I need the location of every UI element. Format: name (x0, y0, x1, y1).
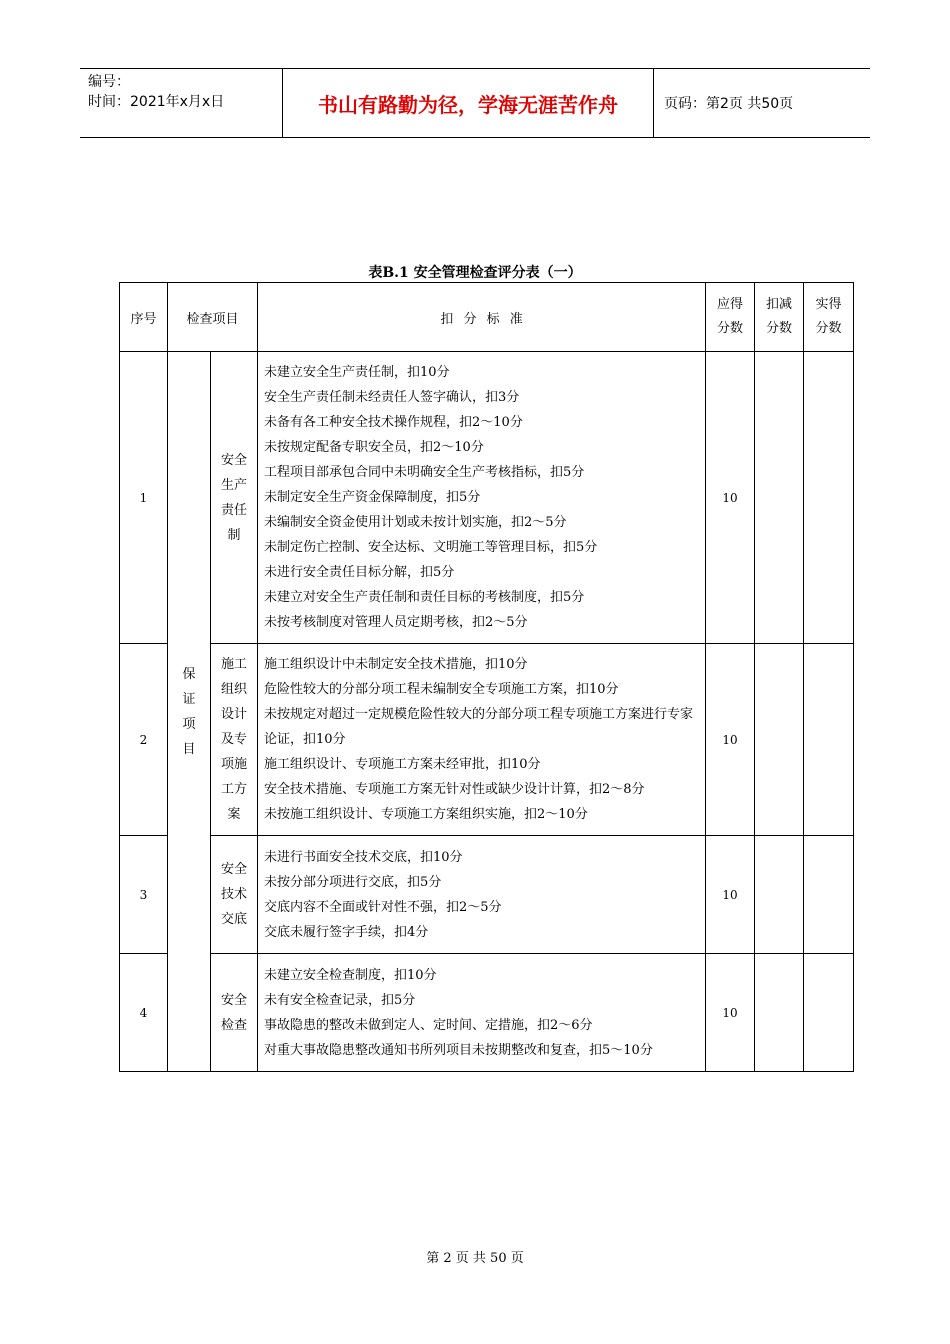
row-deduct-score[interactable] (755, 644, 804, 836)
row-actual-score[interactable] (804, 644, 854, 836)
header-deduct-score: 扣减 分数 (755, 283, 804, 352)
criteria-line: 施工组织设计、专项施工方案未经审批，扣10分 (264, 757, 541, 772)
item-name: 安全生产责任制 (220, 452, 247, 543)
row-seq: 2 (120, 644, 168, 836)
table-row (120, 644, 854, 836)
row-due-score: 10 (706, 836, 755, 954)
page-footer: 第 2 页 共 50 页 (426, 1251, 524, 1266)
criteria-line: 未编制安全资金使用计划或未按计划实施，扣2～5分 (264, 515, 567, 530)
criteria-line: 对重大事故隐患整改通知书所列项目未按期整改和复查，扣5～10分 (264, 1042, 653, 1058)
row-actual-score[interactable] (804, 836, 854, 954)
criteria-line: 未按规定对超过一定规模危险性较大的分部分项工程专项施工方案进行专家论证，扣10分 (264, 707, 694, 747)
table-row (120, 954, 854, 1072)
row-due-score: 10 (706, 954, 755, 1072)
criteria-line: 未制定安全生产资金保障制度，扣5分 (264, 490, 481, 505)
table-row (120, 352, 854, 644)
row-item (211, 836, 258, 954)
doc-time-label: 时间：2021年x月x日 (88, 94, 225, 110)
criteria-line: 未按分部分项进行交底，扣5分 (264, 874, 442, 890)
document-header (80, 68, 870, 138)
table-title: 表B.1 安全管理检查评分表（一） (368, 265, 582, 281)
criteria-line: 未进行书面安全技术交底，扣10分 (264, 849, 463, 865)
header-motto: 书山有路勤为径，学海无涯苦作舟 (282, 69, 654, 137)
criteria-line: 危险性较大的分部分项工程未编制安全专项施工方案，扣10分 (264, 682, 619, 697)
criteria-line: 工程项目部承包合同中未明确安全生产考核指标，扣5分 (264, 465, 585, 480)
criteria-line: 未建立安全生产责任制，扣10分 (264, 365, 450, 380)
item-name: 安全技术交底 (220, 862, 247, 927)
criteria-line: 未制定伤亡控制、安全达标、文明施工等管理目标，扣5分 (264, 540, 598, 555)
criteria-line: 施工组织设计中未制定安全技术措施，扣10分 (264, 657, 528, 672)
row-due-score: 10 (706, 644, 755, 836)
row-seq: 4 (120, 954, 168, 1072)
row-criteria (258, 836, 706, 954)
criteria-line: 交底内容不全面或针对性不强，扣2～5分 (264, 899, 502, 915)
row-deduct-score[interactable] (755, 352, 804, 644)
criteria-line: 安全生产责任制未经责任人签字确认，扣3分 (264, 390, 520, 405)
header-seq: 序号 (120, 283, 168, 352)
table-header-row (120, 283, 854, 352)
row-deduct-score[interactable] (755, 836, 804, 954)
row-deduct-score[interactable] (755, 954, 804, 1072)
criteria-line: 未有安全检查记录，扣5分 (264, 992, 416, 1008)
criteria-line: 未按考核制度对管理人员定期考核，扣2～5分 (264, 615, 528, 630)
row-item (211, 644, 258, 836)
row-seq: 1 (120, 352, 168, 644)
row-actual-score[interactable] (804, 352, 854, 644)
row-criteria (258, 954, 706, 1072)
criteria-line: 事故隐患的整改未做到定人、定时间、定措施，扣2～6分 (264, 1017, 593, 1033)
row-criteria (258, 352, 706, 644)
item-name: 施工组织设计及专项施工方案 (220, 657, 247, 822)
criteria-line: 未建立安全检查制度，扣10分 (264, 967, 437, 983)
criteria-line: 交底未履行签字手续，扣4分 (264, 924, 429, 940)
row-criteria (258, 644, 706, 836)
safety-score-table (119, 282, 854, 1072)
table-row (120, 836, 854, 954)
header-actual-score: 实得 分数 (804, 283, 854, 352)
group-label-cell (168, 352, 211, 1072)
doc-number-label: 编号： (88, 74, 130, 90)
header-page-info: 页码：第2页 共50页 (664, 96, 794, 112)
row-item (211, 352, 258, 644)
criteria-line: 未按规定配备专职安全员，扣2～10分 (264, 440, 484, 455)
row-item (211, 954, 258, 1072)
item-name: 安全检查 (220, 992, 247, 1033)
criteria-line: 安全技术措施、专项施工方案无针对性或缺少设计计算，扣2～8分 (264, 782, 645, 797)
row-actual-score[interactable] (804, 954, 854, 1072)
header-meta (80, 69, 282, 137)
header-item: 检查项目 (168, 283, 258, 352)
group-label: 保证项目 (182, 666, 196, 757)
criteria-line: 未进行安全责任目标分解，扣5分 (264, 565, 455, 580)
header-criteria: 扣 分 标 准 (258, 283, 706, 352)
row-due-score: 10 (706, 352, 755, 644)
criteria-line: 未备有各工种安全技术操作规程，扣2～10分 (264, 415, 523, 430)
row-seq: 3 (120, 836, 168, 954)
header-due-score: 应得 分数 (706, 283, 755, 352)
criteria-line: 未建立对安全生产责任制和责任目标的考核制度，扣5分 (264, 590, 585, 605)
criteria-line: 未按施工组织设计、专项施工方案组织实施，扣2～10分 (264, 807, 588, 822)
